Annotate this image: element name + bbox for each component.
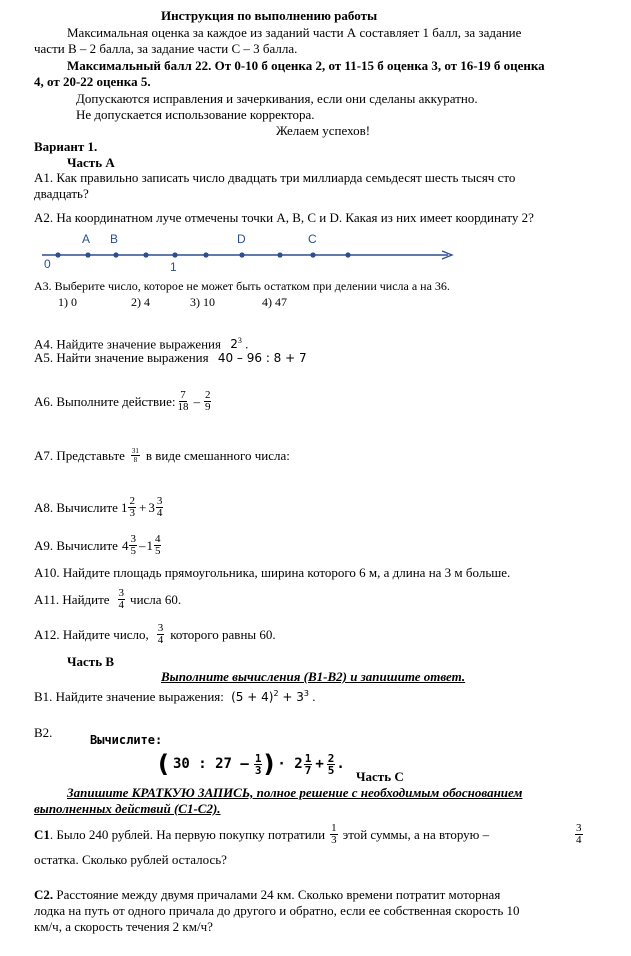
task-c1 bbox=[34, 818, 489, 850]
task-b1-text: В1. Найдите значение выражения: bbox=[34, 689, 224, 704]
task-c2-label: С2. bbox=[34, 887, 54, 902]
ray-tick-b bbox=[113, 252, 118, 257]
a11-fraction: $\frac{3}{4}$ bbox=[118, 586, 125, 611]
a3-option-3: 3) 10 bbox=[190, 295, 215, 309]
task-b1 bbox=[34, 686, 315, 705]
task-c1-line-2: остатка. Сколько рублей осталось? bbox=[34, 852, 227, 867]
part-c-heading: Часть С bbox=[356, 769, 404, 784]
ray-label-c: C bbox=[308, 232, 317, 246]
ray-label-zero: 0 bbox=[44, 257, 51, 271]
scoring-line-2: части В – 2 балла, за задание части С – 3 балла. bbox=[34, 41, 298, 56]
b2-multiply: · 2 bbox=[277, 755, 303, 772]
b2-close-paren: ) bbox=[263, 749, 275, 778]
grading-line-2: 4, от 20-22 оценка 5. bbox=[34, 74, 151, 89]
corrector-note: Не допускается использование корректора. bbox=[76, 107, 315, 122]
task-c2-line-1 bbox=[34, 887, 500, 902]
ray-tick-5 bbox=[203, 252, 208, 257]
part-b-heading: Часть В bbox=[67, 654, 114, 669]
b2-expression bbox=[158, 748, 345, 780]
task-a11 bbox=[34, 582, 181, 616]
ray-tick-d bbox=[239, 252, 244, 257]
task-a4-text: А4. Найдите значение выражения bbox=[34, 336, 221, 352]
a5-expression: 40 – 96 : 8 + 7 bbox=[217, 351, 307, 365]
variant-heading: Вариант 1. bbox=[34, 139, 98, 154]
task-a7-text: А7. Представьте bbox=[34, 447, 125, 463]
a4-base: 2 bbox=[230, 337, 238, 352]
instructions-title: Инструкция по выполнению работы bbox=[161, 8, 378, 23]
a6-operator: – bbox=[193, 393, 200, 409]
c1-fraction-1: $\frac{1}{3}$ bbox=[331, 821, 337, 846]
ray-label-b: B bbox=[110, 232, 119, 246]
a7-fraction: $\frac{31}{8}$ bbox=[131, 446, 139, 464]
task-a8 bbox=[34, 490, 164, 524]
task-c1-label: С1 bbox=[34, 826, 50, 842]
a3-option-1: 1) 0 bbox=[58, 295, 77, 309]
task-a2: А2. На координатном луче отмечены точки А, B, C и D. Какая из них имеет координату 2? bbox=[34, 210, 534, 225]
task-a7 bbox=[34, 441, 290, 469]
part-c-instruction-1: Запишите КРАТКУЮ ЗАПИСЬ, полное решение с необходимым обоснованием bbox=[67, 785, 523, 800]
b2-fraction-2: $\frac{1}{7}$ bbox=[304, 751, 312, 777]
task-a11-suffix: числа 60. bbox=[130, 591, 182, 607]
task-a9 bbox=[34, 528, 162, 562]
task-c1-line-1: . Было 240 рублей. На первую покупку потратили bbox=[49, 826, 326, 842]
ray-tick-a bbox=[85, 252, 90, 257]
a8-mixed-1: 1 $\frac{2}{3}$ bbox=[120, 494, 135, 519]
b2-period: . bbox=[336, 755, 345, 772]
a3-option-4: 4) 47 bbox=[262, 295, 287, 309]
a3-option-2: 2) 4 bbox=[131, 295, 150, 309]
part-b-instruction: Выполните вычисления (В1-В2) и запишите ответ. bbox=[161, 669, 466, 684]
b1-period: . bbox=[312, 689, 316, 704]
task-c1-middle: этой суммы, а на вторую – bbox=[342, 826, 490, 842]
b2-division: 30 : 27 – bbox=[172, 755, 249, 772]
task-c2-line-2: лодка на путь от одного причала до другого и обратно, если ее собственная скорость 10 bbox=[34, 903, 520, 918]
part-c-instruction-2: выполненных действий (С1-С2). bbox=[34, 801, 221, 816]
task-a1-line-1: А1. Как правильно записать число двадцать три миллиарда семьдесят шесть тысяч сто bbox=[34, 170, 516, 185]
c1-fraction-2-wrap bbox=[574, 818, 584, 850]
task-a3: А3. Выберите число, которое не может быть остатком при делении числа a на 36. bbox=[34, 279, 450, 293]
b2-open-paren: ( bbox=[158, 749, 169, 778]
b2-fraction-1: $\frac{1}{3}$ bbox=[254, 751, 262, 777]
task-a6 bbox=[34, 384, 212, 418]
task-c2-text: Расстояние между двумя причалами 24 км. Сколько времени потратит моторная bbox=[53, 887, 501, 902]
task-b2-label: В2. bbox=[34, 725, 53, 740]
b2-fraction-3: $\frac{2}{5}$ bbox=[327, 751, 335, 777]
ray-tick-3 bbox=[143, 252, 148, 257]
ray-tick-0 bbox=[55, 252, 60, 257]
part-a-heading: Часть А bbox=[67, 155, 115, 170]
ray-label-one: 1 bbox=[170, 260, 177, 274]
ray-tick-c bbox=[310, 252, 315, 257]
task-a10: А10. Найдите площадь прямоугольника, ширина которого 6 м, а длина на 3 м больше. bbox=[34, 565, 511, 580]
a9-operator: – bbox=[138, 537, 146, 553]
task-a8-text: А8. Вычислите bbox=[34, 499, 118, 515]
task-a12-text: А12. Найдите число, bbox=[34, 626, 149, 642]
b1-expression: $(5 + 4)^2 + 3^3$ bbox=[231, 689, 309, 704]
task-a11-text: А11. Найдите bbox=[34, 591, 110, 607]
good-luck-text: Желаем успехов! bbox=[276, 123, 371, 138]
task-a5 bbox=[34, 350, 307, 366]
task-a1-line-2: двадцать? bbox=[34, 186, 89, 201]
task-a9-text: А9. Вычислите bbox=[34, 537, 118, 553]
task-a5-text: А5. Найти значение выражения bbox=[34, 350, 209, 365]
task-a12 bbox=[34, 617, 276, 651]
a4-period: . bbox=[245, 336, 249, 352]
b2-plus: + bbox=[315, 755, 324, 772]
ray-tick-7 bbox=[277, 252, 282, 257]
c1-fraction-2: $\frac{3}{4}$ bbox=[576, 821, 582, 846]
a8-operator: + bbox=[138, 499, 147, 515]
task-a7-suffix: в виде смешанного числа: bbox=[145, 447, 290, 463]
ray-label-a: A bbox=[82, 232, 91, 246]
b2-compute-label: Вычислите: bbox=[90, 733, 163, 747]
ray-tick-one bbox=[172, 252, 177, 257]
a12-fraction: $\frac{3}{4}$ bbox=[157, 621, 164, 646]
a6-fraction-2: $\frac{2}{9}$ bbox=[204, 388, 211, 413]
a6-fraction-1: $\frac{7}{18}$ bbox=[177, 388, 189, 413]
a8-mixed-2: 3 $\frac{3}{4}$ bbox=[148, 494, 163, 519]
ray-tick-9 bbox=[345, 252, 350, 257]
ray-label-d: D bbox=[237, 232, 246, 246]
task-a6-text: А6. Выполните действие: bbox=[34, 393, 176, 409]
a4-exponent: 3 bbox=[237, 336, 242, 345]
a9-mixed-1: 4 $\frac{3}{5}$ bbox=[121, 532, 136, 557]
coordinate-ray bbox=[30, 230, 470, 274]
a9-mixed-2: 1 $\frac{4}{5}$ bbox=[146, 532, 161, 557]
grading-line-1: Максимальный балл 22. От 0-10 б оценка 2, от 11-15 б оценка 3, от 16-19 б оценка bbox=[67, 58, 545, 73]
task-a12-suffix: которого равны 60. bbox=[170, 626, 276, 642]
task-c2-line-3: км/ч, а скорость течения 2 км/ч? bbox=[34, 919, 213, 934]
corrections-note: Допускаются исправления и зачеркивания, если они сделаны аккуратно. bbox=[76, 91, 478, 106]
scoring-line-1: Максимальная оценка за каждое из заданий части А составляет 1 балл, за задание bbox=[67, 25, 522, 40]
